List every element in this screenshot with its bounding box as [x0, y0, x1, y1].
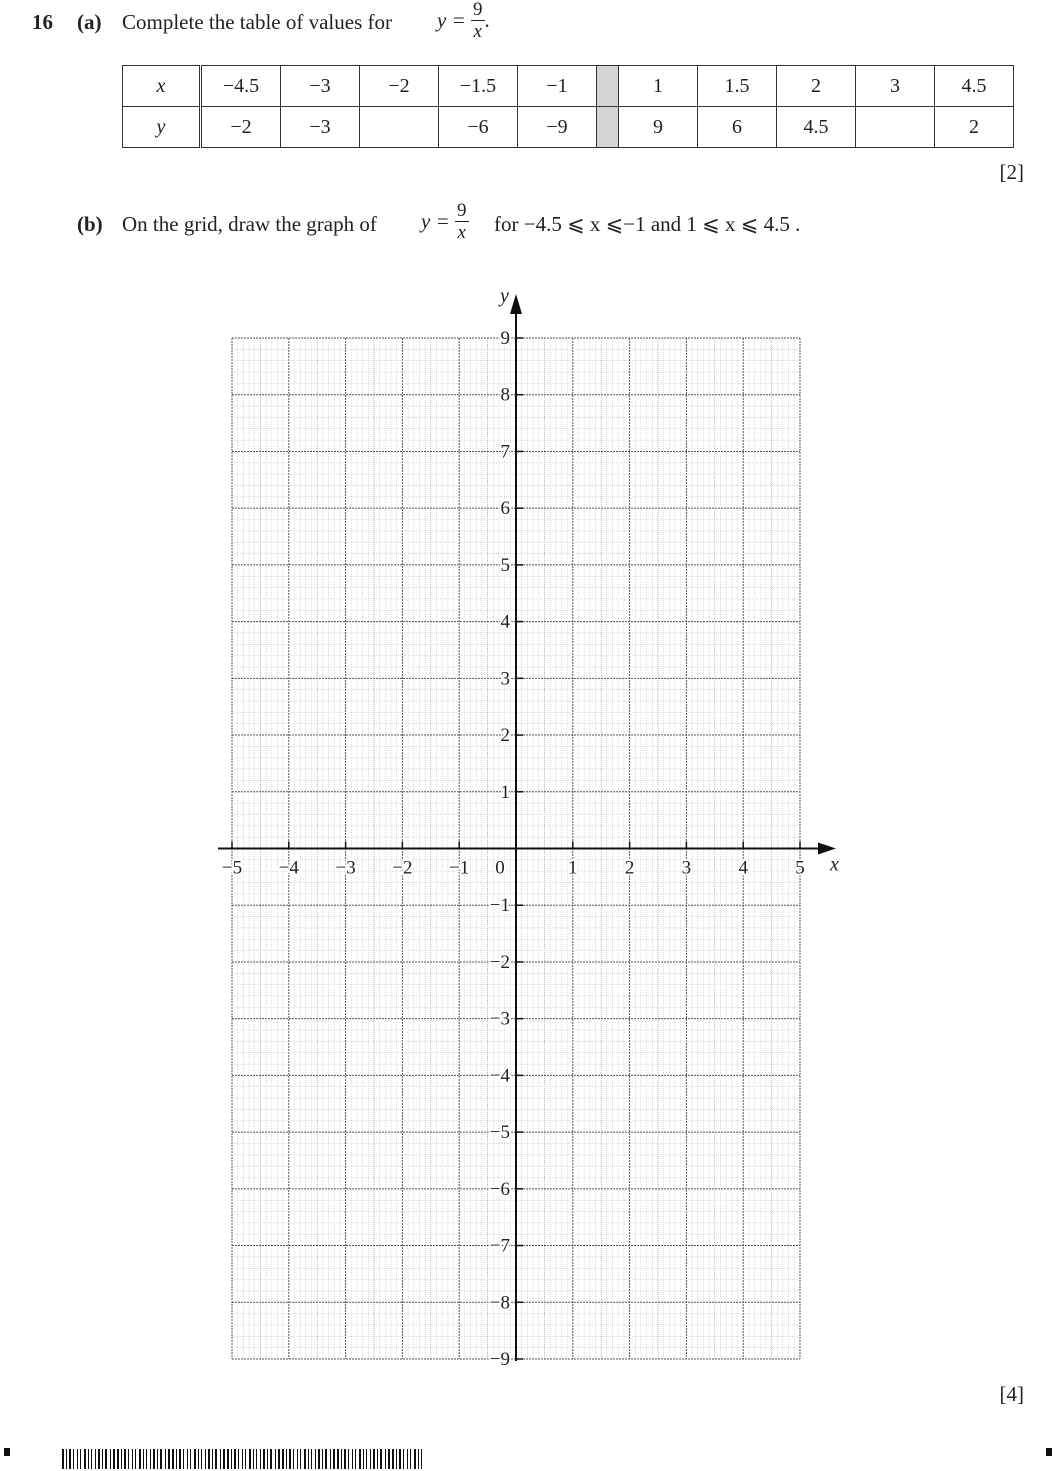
x-cell: −4.5 [201, 66, 281, 107]
barcode-bar [117, 1449, 119, 1469]
y-tick-label: 5 [500, 554, 510, 576]
y-tick-label: −6 [489, 1178, 510, 1200]
barcode-bar [260, 1449, 261, 1469]
x-tick-label: −4 [278, 857, 299, 879]
barcode-bar [113, 1449, 115, 1469]
y-cell: 2 [935, 107, 1014, 148]
barcode-bar [300, 1449, 301, 1469]
barcode-bar [304, 1449, 306, 1469]
barcode-bar [62, 1449, 64, 1469]
y-tick-label: 9 [500, 328, 510, 349]
barcode-bar [157, 1449, 158, 1469]
barcode-bar [179, 1449, 181, 1469]
barcode-bar [242, 1449, 243, 1469]
barcode-bar [311, 1449, 312, 1469]
y-cell: −6 [439, 107, 518, 148]
barcode-bar [165, 1449, 166, 1469]
barcode-bar [220, 1449, 221, 1469]
barcode-bar [363, 1449, 364, 1469]
barcode-bar [73, 1449, 74, 1469]
x-cell: −1 [518, 66, 597, 107]
barcode-bar [380, 1449, 382, 1469]
barcode-bar [88, 1449, 89, 1469]
barcode-bar [373, 1449, 375, 1469]
part-b-marks: [4] [999, 1382, 1024, 1406]
y-tick-label: 6 [500, 498, 510, 520]
barcode-bar [194, 1449, 196, 1469]
barcode-bar [286, 1449, 287, 1469]
barcode-bar [245, 1449, 246, 1469]
barcode-bar [66, 1449, 67, 1469]
y-tick-label: −5 [489, 1122, 510, 1144]
barcode-bar [403, 1449, 404, 1469]
x-cell: 1.5 [698, 66, 777, 107]
part-b-label: (b) [77, 212, 103, 236]
barcode-bar [418, 1449, 419, 1469]
barcode-bar [344, 1449, 346, 1469]
y-axis-arrow [510, 294, 522, 314]
part-a-denominator: x [473, 21, 482, 42]
y-tick-label: 8 [500, 384, 510, 406]
part-a-label: (a) [77, 10, 102, 34]
part-a-marks: [2] [999, 160, 1024, 184]
barcode-bar [121, 1449, 122, 1469]
y-cell: −9 [518, 107, 597, 148]
x-tick-label: 4 [738, 857, 748, 879]
barcode-bar [275, 1449, 276, 1469]
barcode-bar [124, 1449, 126, 1469]
barcode-bar [201, 1449, 202, 1469]
x-tick-label: 1 [568, 857, 578, 879]
x-cell: 3 [856, 66, 935, 107]
x-cell: 1 [619, 66, 698, 107]
y-cell: 9 [619, 107, 698, 148]
barcode-bar [396, 1449, 397, 1469]
barcode-bar [348, 1449, 349, 1469]
barcode-bar [333, 1449, 335, 1469]
part-a-eq-trail: . [484, 8, 490, 32]
barcode-bar [308, 1449, 309, 1469]
barcode-bar [223, 1449, 225, 1469]
barcode-bar [190, 1449, 191, 1469]
part-a-text: Complete the table of values for [122, 10, 392, 34]
part-b-numerator: 9 [457, 200, 467, 221]
barcode-bar [183, 1449, 184, 1469]
x-cell: 4.5 [935, 66, 1014, 107]
barcode-bar [160, 1449, 162, 1469]
y-tick-label: −9 [489, 1349, 510, 1370]
registration-mark-right [1046, 1448, 1052, 1456]
barcode-bar [198, 1449, 199, 1469]
barcode-bar [399, 1449, 401, 1469]
part-a-numerator: 9 [473, 0, 483, 20]
barcode-bar [282, 1449, 284, 1469]
part-b-range: for −4.5 ⩽ x ⩽−1 and 1 ⩽ x ⩽ 4.5 . [494, 212, 801, 236]
x-tick-label: −1 [449, 857, 470, 879]
barcode-bar [352, 1449, 353, 1469]
barcode-bar [267, 1449, 268, 1469]
x-tick-label: 5 [795, 857, 805, 879]
y-tick-label: 7 [500, 441, 510, 463]
y-cell: −3 [281, 107, 360, 148]
barcode-bar [337, 1449, 339, 1469]
barcode-bar [176, 1449, 177, 1469]
y-cell: −2 [201, 107, 281, 148]
barcode-bar [105, 1449, 107, 1469]
barcode-bar [355, 1449, 356, 1469]
origin-label: 0 [495, 857, 505, 879]
barcode-bar [377, 1449, 378, 1469]
x-tick-label: 3 [681, 857, 692, 879]
y-tick-label: −2 [489, 951, 510, 973]
y-axis-label: y [500, 285, 509, 307]
y-tick-label: −8 [489, 1292, 510, 1314]
y-tick-label: −1 [489, 895, 510, 917]
barcode-bar [325, 1449, 327, 1469]
barcode-bar [388, 1449, 390, 1469]
barcode-bar [80, 1449, 81, 1469]
barcode-bar [330, 1449, 331, 1469]
barcode [62, 1449, 424, 1469]
barcode-bar [318, 1449, 320, 1469]
x-cell: −1.5 [439, 66, 518, 107]
y-cell: 6 [698, 107, 777, 148]
barcode-bar [110, 1449, 111, 1469]
barcode-bar [98, 1449, 100, 1469]
barcode-bar [249, 1449, 251, 1469]
part-a-eq-lhs: y = [437, 8, 466, 32]
x-cell: 2 [777, 66, 856, 107]
barcode-bar [293, 1449, 294, 1469]
x-tick-label: −5 [221, 857, 243, 879]
part-b-text: On the grid, draw the graph of [122, 212, 377, 236]
barcode-bar [208, 1449, 210, 1469]
barcode-bar [135, 1449, 136, 1469]
barcode-bar [359, 1449, 361, 1469]
x-cell: −3 [281, 66, 360, 107]
y-tick-label: −4 [489, 1065, 510, 1087]
barcode-bar [91, 1449, 92, 1469]
barcode-bar [322, 1449, 323, 1469]
barcode-bar [392, 1449, 394, 1469]
barcode-bar [421, 1449, 422, 1469]
registration-mark-left [4, 1448, 10, 1456]
barcode-bar [128, 1449, 129, 1469]
barcode-bar [315, 1449, 316, 1469]
barcode-bar [143, 1449, 144, 1469]
y-tick-label: −3 [489, 1008, 510, 1030]
x-cell: −2 [360, 66, 439, 107]
barcode-bar [172, 1449, 174, 1469]
barcode-bar [227, 1449, 229, 1469]
y-cell: 4.5 [777, 107, 856, 148]
x-tick-label: 2 [624, 857, 635, 879]
barcode-bar [263, 1449, 265, 1469]
y-tick-label: 4 [500, 611, 510, 633]
y-tick-label: −7 [489, 1235, 510, 1257]
barcode-bar [102, 1449, 103, 1469]
barcode-bar [205, 1449, 206, 1469]
x-tick-label: −2 [392, 857, 413, 879]
barcode-bar [407, 1449, 408, 1469]
barcode-bar [231, 1449, 232, 1469]
barcode-bar [215, 1449, 217, 1469]
barcode-bar [289, 1449, 291, 1469]
barcode-bar [253, 1449, 254, 1469]
barcode-bar [366, 1449, 367, 1469]
part-b-denominator: x [457, 222, 466, 243]
barcode-bar [410, 1449, 411, 1469]
barcode-bar [370, 1449, 371, 1469]
y-header-cell: y [123, 107, 201, 148]
part-b-eq-lhs: y = [421, 209, 450, 233]
barcode-bar [187, 1449, 188, 1469]
barcode-bar [132, 1449, 133, 1469]
x-header-cell: x [123, 66, 201, 107]
barcode-bar [77, 1449, 78, 1469]
barcode-bar [146, 1449, 147, 1469]
barcode-bar [256, 1449, 257, 1469]
barcode-bar [341, 1449, 342, 1469]
barcode-bar [238, 1449, 239, 1469]
barcode-bar [297, 1449, 298, 1469]
barcode-bar [153, 1449, 155, 1469]
barcode-bar [278, 1449, 280, 1469]
y-tick-label: 3 [500, 668, 510, 690]
barcode-bar [270, 1449, 272, 1469]
barcode-bar [234, 1449, 236, 1469]
x-axis-label: x [830, 853, 839, 876]
barcode-bar [150, 1449, 151, 1469]
barcode-bar [385, 1449, 386, 1469]
question-number: 16 [32, 10, 53, 34]
barcode-bar [168, 1449, 170, 1469]
barcode-bar [414, 1449, 416, 1469]
x-tick-label: −3 [335, 857, 356, 879]
barcode-bar [212, 1449, 213, 1469]
barcode-bar [69, 1449, 71, 1469]
barcode-bar [84, 1449, 86, 1469]
y-tick-label: 2 [500, 725, 510, 747]
barcode-bar [95, 1449, 96, 1469]
barcode-bar [139, 1449, 141, 1469]
y-tick-label: 1 [500, 781, 510, 803]
